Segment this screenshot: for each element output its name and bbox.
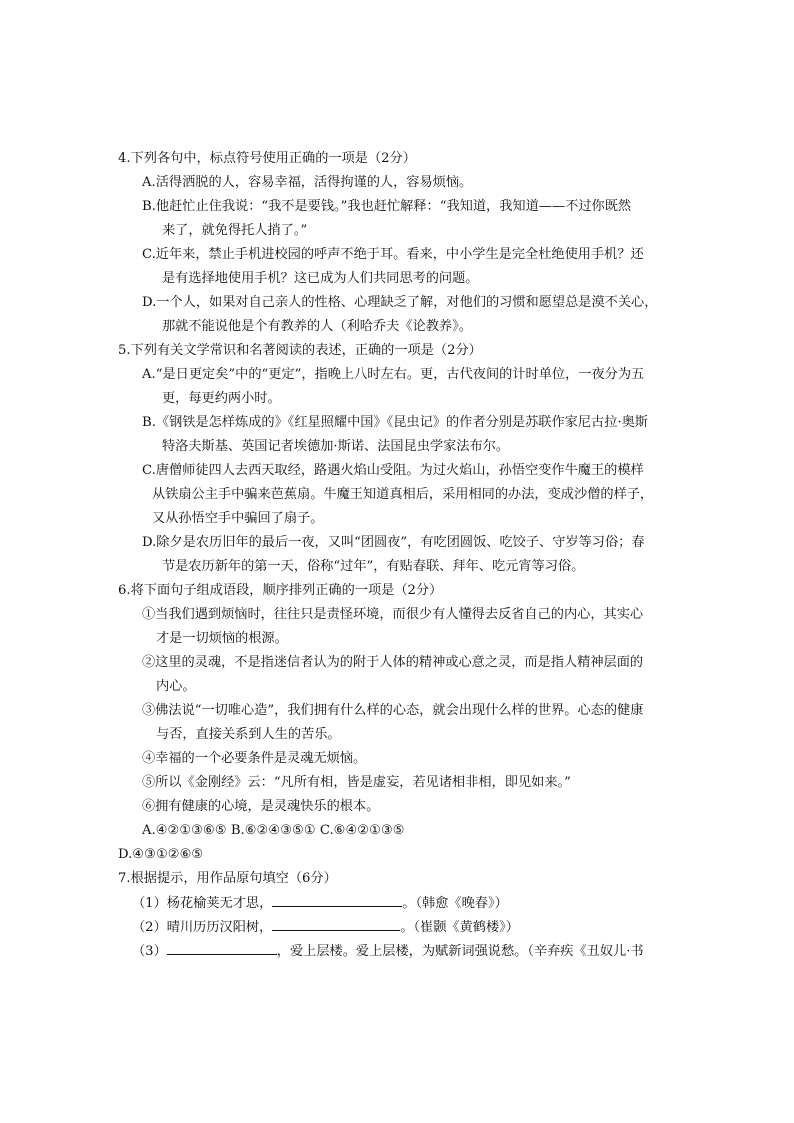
q4-option-c-line1: C.近年来，禁止手机进校园的呼声不绝于耳。看来，中小学生是完全杜绝使用手机？还 xyxy=(142,247,644,262)
q7-stem: 7.根据提示，用作品原句填空（6分） xyxy=(118,871,337,886)
q7-item-1-prefix: （1）杨花榆荚无才思， xyxy=(132,896,273,911)
q4-option-d-line1: D.一个人，如果对自己亲人的性格、心理缺乏了解，对他们的习惯和愿望总是漠不关心， xyxy=(142,295,658,310)
q6-sentence-2-line1: ②这里的灵魂，不是指迷信者认为的附于人体的精神或心意之灵，而是指人精神层面的 xyxy=(142,655,644,670)
q6-sentence-5: ⑤所以《金刚经》云：“凡所有相，皆是虚妄，若见诸相非相，即见如来。” xyxy=(142,775,571,790)
q6-sentence-6: ⑥拥有健康的心境，是灵魂快乐的根本。 xyxy=(142,799,380,814)
q7-item-2-blank[interactable] xyxy=(272,917,400,931)
q5-option-b-line1: B.《钢铁是怎样炼成的》《红星照耀中国》《昆虫记》的作者分别是苏联作家尼古拉·奥斯 xyxy=(142,415,648,430)
q6-option-d: D.④③①②⑥⑤ xyxy=(118,847,204,862)
q4-option-a: A.活得洒脱的人，容易幸福，活得拘谨的人，容易烦恼。 xyxy=(142,175,473,190)
q6-sentence-4: ④幸福的一个必要条件是灵魂无烦恼。 xyxy=(142,751,367,766)
q7-item-2-suffix: 。（崔颢《黄鹤楼》） xyxy=(400,920,519,935)
q4-option-c-line2: 是有选择地使用手机？这已成为人们共同思考的问题。 xyxy=(162,271,479,286)
q7-item-3-prefix: （3） xyxy=(132,944,167,959)
q6-sentence-3-line1: ③佛法说“一切唯心造”，我们拥有什么样的心态，就会出现什么样的世界。心态的健康 xyxy=(142,703,644,718)
q4-option-b-line1: B.他赶忙止住我说：“我不是要钱。”我也赶忙解释：“我知道，我知道——不过你既然 xyxy=(142,199,632,214)
q7-item-1-blank[interactable] xyxy=(272,893,402,907)
q6-sentence-2-line2: 内心。 xyxy=(156,679,196,694)
q5-option-b-line2: 特洛夫斯基、英国记者埃德加·斯诺、法国昆虫学家法布尔。 xyxy=(162,439,510,454)
q7-item-2 xyxy=(132,917,519,937)
q5-option-a-line1: A.“是日更定矣”中的“更定”，指晚上八时左右。更，古代夜间的计时单位，一夜分为五 xyxy=(142,367,645,382)
q5-option-c-line1: C.唐僧师徒四人去西天取经，路遇火焰山受阻。为过火焰山，孙悟空变作牛魔王的模样 xyxy=(142,463,644,478)
q6-stem: 6.将下面句子组成语段，顺序排列正确的一项是（2分） xyxy=(118,583,443,598)
q6-options-abc: A.④②①③⑥⑤ B.⑥②④③⑤① C.⑥④②①③⑤ xyxy=(142,823,405,838)
q6-sentence-3-line2: 与否，直接关系到人生的苦乐。 xyxy=(156,727,341,742)
q5-option-d-line1: D.除夕是农历旧年的最后一夜，又叫“团圆夜”，有吃团圆饭、吃饺子、守岁等习俗；春 xyxy=(142,535,645,550)
q4-option-d-line2: 那就不能说他是个有教养的人（利哈乔夫《论教养》。 xyxy=(162,319,472,334)
q5-option-a-line2: 更，每更约两小时。 xyxy=(162,391,281,406)
q4-stem: 4.下列各句中，标点符号使用正确的一项是（2分） xyxy=(118,151,416,166)
q7-item-3-suffix: ，爱上层楼。爱上层楼，为赋新词强说愁。（辛弃疾《丑奴儿·书 xyxy=(276,944,644,959)
q7-item-1 xyxy=(132,893,508,913)
q7-item-3-blank[interactable] xyxy=(167,941,277,955)
q5-option-c-line3: 又从孙悟空手中骗回了扇子。 xyxy=(152,511,324,526)
q6-sentence-1-line2: 才是一切烦恼的根源。 xyxy=(156,631,288,646)
q6-sentence-1-line1: ①当我们遇到烦恼时，往往只是责怪环境，而很少有人懂得去反省自己的内心，其实心 xyxy=(142,607,644,622)
q7-item-2-prefix: （2）晴川历历汉阳树， xyxy=(132,920,273,935)
q5-option-d-line2: 节是农历新年的第一天，俗称“过年”，有贴春联、拜年、吃元宵等习俗。 xyxy=(162,559,585,574)
q4-option-b-line2: 来了，就免得托人捎了。” xyxy=(162,223,308,238)
q5-stem: 5.下列有关文学常识和名著阅读的表述，正确的一项是（2分） xyxy=(118,343,482,358)
q7-item-3 xyxy=(132,941,644,961)
q5-option-c-line2: 从铁扇公主手中骗来芭蕉扇。牛魔王知道真相后，采用相同的办法，变成沙僧的样子， xyxy=(152,487,654,502)
q7-item-1-suffix: 。（韩愈《晚春》） xyxy=(402,896,508,911)
